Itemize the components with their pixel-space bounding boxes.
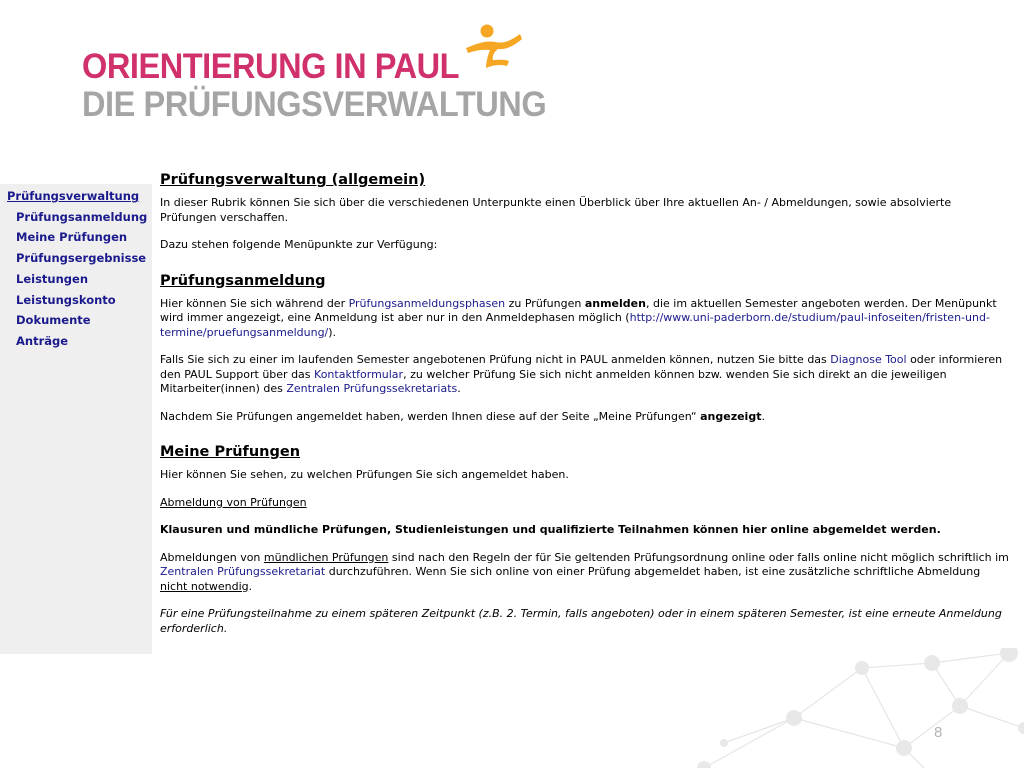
sidebar-item-leistungen[interactable]: Leistungen: [16, 271, 89, 286]
section-heading-pruefungsverwaltung: Prüfungsverwaltung (allgemein): [160, 172, 426, 188]
anmeldung-paragraph: Hier können Sie sich während der Prüfungsanmeldungsphasen zu Prüfungen anmelden, die im aktuellen Semester angeboten werden. Der Menüpunkt wird immer angezeigt, eine Anmeldung ist aber nur in den Anmeldephasen möglich (http://www.uni-paderborn.de/studium/paul-infoseiten/fristen-und-termine/pruefungsanmeldung/).: [160, 296, 997, 339]
support-paragraph: Falls Sie sich zu einer im laufenden Semester angebotenen Prüfung nicht in PAUL anmelden können, nutzen Sie bitte das Diagnose Tool oder informieren den PAUL Support über das Kontaktformular, zu welcher Prüfung Sie sich nicht anmelden können bzw. wenden Sie sich direkt an die jeweiligen Mitarbeiter(innen) des Zentralen Prüfungssekretariats.: [160, 353, 1003, 395]
sidebar-item-pruefungsverwaltung[interactable]: Prüfungsverwaltung: [7, 189, 140, 203]
sidebar-item-dokumente[interactable]: Dokumente: [16, 313, 91, 328]
kontaktformular-link[interactable]: Kontaktformular: [314, 367, 404, 381]
pruefungssekretariat-link[interactable]: Zentralen Prüfungssekretariats: [286, 382, 458, 395]
angemeldet-paragraph: Nachdem Sie Prüfungen angemeldet haben, werden Ihnen diese auf der Seite „Meine Prüfungen“ angezeigt.: [160, 409, 765, 423]
sidebar-item-leistungskonto[interactable]: Leistungskonto: [16, 292, 116, 307]
muendliche-pruefungen-link[interactable]: mündlichen Prüfungen: [263, 550, 389, 564]
sidebar-item-pruefungsergebnisse[interactable]: Prüfungsergebnisse: [16, 251, 147, 266]
page-number: 8: [934, 724, 943, 741]
network-decoration: [664, 648, 1024, 768]
sidebar-item-meine-pruefungen[interactable]: Meine Prüfungen: [16, 230, 128, 245]
menu-intro-paragraph: Dazu stehen folgende Menüpunkte zur Verfügung:: [160, 238, 438, 251]
slide-subtitle: DIE PRÜFUNGSVERWALTUNG: [82, 85, 547, 124]
italic-note-paragraph: Für eine Prüfungsteilnahme zu einem späteren Zeitpunkt (z.B. 2. Termin, falls angeboten) oder in einem späteren Semester, ist eine erneute Anmeldung erforderlich.: [160, 607, 1002, 635]
nicht-notwendig-link[interactable]: nicht notwendig: [160, 579, 249, 593]
intro-paragraph: In dieser Rubrik können Sie sich über die verschiedenen Unterpunkte einen Überblick über Ihre aktuellen An- / Abmeldungen, sowie absolvierte Prüfungen verschaffen.: [160, 196, 952, 224]
sidebar-item-antraege[interactable]: Anträge: [16, 333, 69, 348]
section-heading-pruefungsanmeldung: Prüfungsanmeldung: [160, 272, 326, 289]
abmeldung-bold-paragraph: Klausuren und mündliche Prüfungen, Studienleistungen und qualifizierte Teilnahmen können hier online abgemeldet werden.: [160, 523, 941, 536]
running-figure-logo-icon: [462, 22, 524, 72]
abmeldung-link[interactable]: Abmeldung von Prüfungen: [160, 495, 307, 509]
main-content: [160, 170, 1010, 649]
slide-title-line1: ORIENTIERUNG IN PAUL: [82, 47, 460, 86]
diagnose-tool-link[interactable]: Diagnose Tool: [830, 353, 907, 366]
abmeldung-link-line: [160, 496, 1010, 511]
section-heading-meine-pruefungen: Meine Prüfungen: [160, 444, 301, 460]
sidebar-nav: [0, 184, 152, 654]
anmeldephasen-link[interactable]: Prüfungsanmeldungsphasen: [348, 296, 506, 310]
meine-pruefungen-paragraph: Hier können Sie sehen, zu welchen Prüfungen Sie sich angemeldet haben.: [160, 468, 569, 481]
fristen-url-link[interactable]: http://www.uni-paderborn.de/studium/paul-infoseiten/fristen-und-termine/pruefungsanmeldung/: [160, 311, 990, 339]
abmeldung-rules-paragraph: Abmeldungen von mündlichen Prüfungen sind nach den Regeln der für Sie geltenden Prüfungsordnung online oder falls online nicht möglich schriftlich im Zentralen Prüfungssekretariat durchzuführen. Wenn Sie sich online von einer Prüfung abgemeldet haben, ist eine zusätzliche schriftliche Abmeldung nicht notwendig.: [160, 550, 1009, 593]
zentrales-sekretariat-link[interactable]: Zentralen Prüfungssekretariat: [160, 565, 326, 578]
sidebar-item-pruefungsanmeldung[interactable]: Prüfungsanmeldung: [16, 209, 148, 224]
